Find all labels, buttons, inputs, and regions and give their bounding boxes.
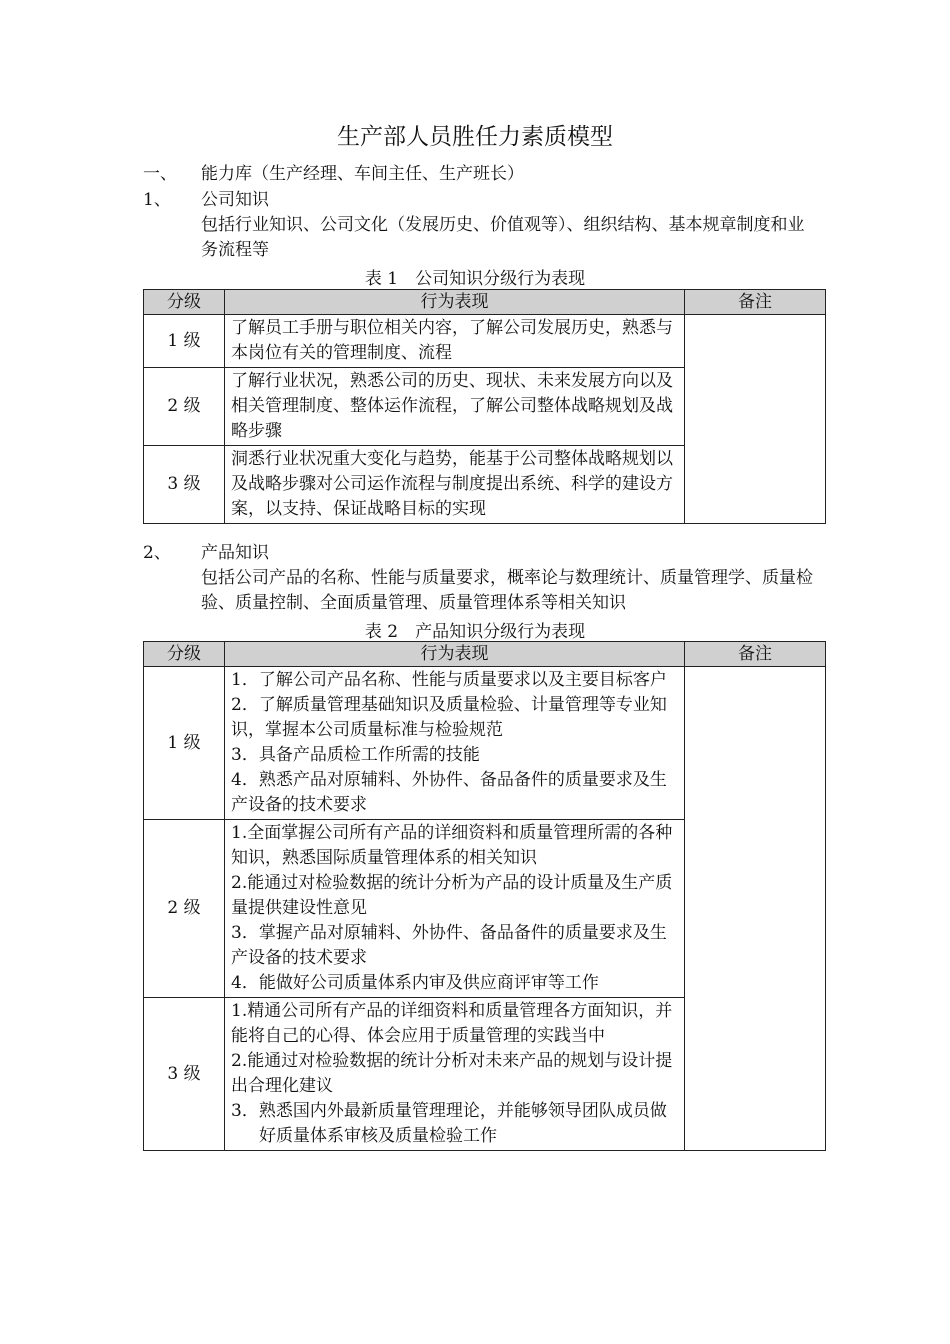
item1-label: 公司知识 bbox=[201, 190, 269, 210]
level-cell: 3 级 bbox=[144, 446, 225, 524]
behavior-line: 洞悉行业状况重大变化与趋势，能基于公司整体战略规划以及战略步骤对公司运作流程与制度提出系统、科学的建设方案，以支持、保证战略目标的实现 bbox=[231, 449, 673, 519]
table1 bbox=[143, 289, 826, 524]
remarks-cell bbox=[685, 667, 826, 1151]
behavior-line: 1．了解公司产品名称、性能与质量要求以及主要目标客户 bbox=[231, 670, 667, 690]
header-level: 分级 bbox=[144, 642, 225, 667]
behavior-line: 1.全面掌握公司所有产品的详细资料和质量管理所需的各种知识，熟悉国际质量管理体系的相关知识 bbox=[231, 823, 673, 868]
table-row bbox=[144, 315, 826, 368]
section-label: 能力库（生产经理、车间主任、生产班长） bbox=[201, 164, 524, 184]
section-heading bbox=[0, 162, 950, 186]
level-cell: 2 级 bbox=[144, 368, 225, 446]
section-number: 一、 bbox=[143, 164, 177, 184]
remarks-cell bbox=[685, 315, 826, 524]
item1-heading bbox=[0, 188, 950, 212]
item2-heading bbox=[0, 541, 950, 565]
table2-caption: 表 2 产品知识分级行为表现 bbox=[364, 622, 586, 642]
behavior-line: 了解行业状况，熟悉公司的历史、现状、未来发展方向以及相关管理制度、整体运作流程，了解公司整体战略规划及战略步骤 bbox=[231, 371, 673, 441]
item2-description: 包括公司产品的名称、性能与质量要求，概率论与数理统计、质量管理学、质量检验、质量控制、全面质量管理、质量管理体系等相关知识 bbox=[201, 568, 813, 613]
table-row bbox=[144, 667, 826, 820]
behavior-cell bbox=[225, 315, 685, 368]
header-behavior: 行为表现 bbox=[225, 290, 685, 315]
behavior-line: 2.能通过对检验数据的统计分析为产品的设计质量及生产质量提供建设性意见 bbox=[231, 873, 673, 918]
table2 bbox=[143, 641, 826, 1151]
behavior-cell bbox=[225, 820, 685, 998]
item2-number: 2、 bbox=[143, 543, 171, 563]
header-remarks: 备注 bbox=[685, 642, 826, 667]
level-cell: 3 级 bbox=[144, 998, 225, 1151]
behavior-cell bbox=[225, 998, 685, 1151]
behavior-line: 2.能通过对检验数据的统计分析对未来产品的规划与设计提出合理化建议 bbox=[231, 1051, 673, 1096]
item2-label: 产品知识 bbox=[201, 543, 269, 563]
behavior-cell bbox=[225, 446, 685, 524]
table1-caption: 表 1 公司知识分级行为表现 bbox=[364, 269, 586, 289]
table-header-row bbox=[144, 642, 826, 667]
behavior-line: 3．掌握产品对原辅料、外协件、备品备件的质量要求及生产设备的技术要求 bbox=[231, 923, 667, 968]
behavior-line: 4．能做好公司质量体系内审及供应商评审等工作 bbox=[231, 973, 599, 993]
item1-description: 包括行业知识、公司文化（发展历史、价值观等）、组织结构、基本规章制度和业务流程等 bbox=[201, 215, 805, 260]
behavior-line: 了解员工手册与职位相关内容，了解公司发展历史，熟悉与本岗位有关的管理制度、流程 bbox=[231, 318, 673, 363]
table-header-row bbox=[144, 290, 826, 315]
level-cell: 1 级 bbox=[144, 315, 225, 368]
header-remarks: 备注 bbox=[685, 290, 826, 315]
behavior-cell bbox=[225, 368, 685, 446]
header-level: 分级 bbox=[144, 290, 225, 315]
behavior-line: 2．了解质量管理基础知识及质量检验、计量管理等专业知识，掌握本公司质量标准与检验规范 bbox=[231, 695, 667, 740]
behavior-line: 3．具备产品质检工作所需的技能 bbox=[231, 745, 480, 765]
behavior-line: 1.精通公司所有产品的详细资料和质量管理各方面知识，并能将自己的心得、体会应用于质量管理的实践当中 bbox=[231, 1001, 673, 1046]
level-cell: 1 级 bbox=[144, 667, 225, 820]
level-cell: 2 级 bbox=[144, 820, 225, 998]
page-title: 生产部人员胜任力素质模型 bbox=[337, 124, 613, 150]
item1-number: 1、 bbox=[143, 190, 171, 210]
behavior-line: 4．熟悉产品对原辅料、外协件、备品备件的质量要求及生产设备的技术要求 bbox=[231, 770, 667, 815]
header-behavior: 行为表现 bbox=[225, 642, 685, 667]
behavior-line: 3．熟悉国内外最新质量管理理论，并能够领导团队成员做好质量体系审核及质量检验工作 bbox=[231, 1101, 667, 1146]
behavior-cell bbox=[225, 667, 685, 820]
